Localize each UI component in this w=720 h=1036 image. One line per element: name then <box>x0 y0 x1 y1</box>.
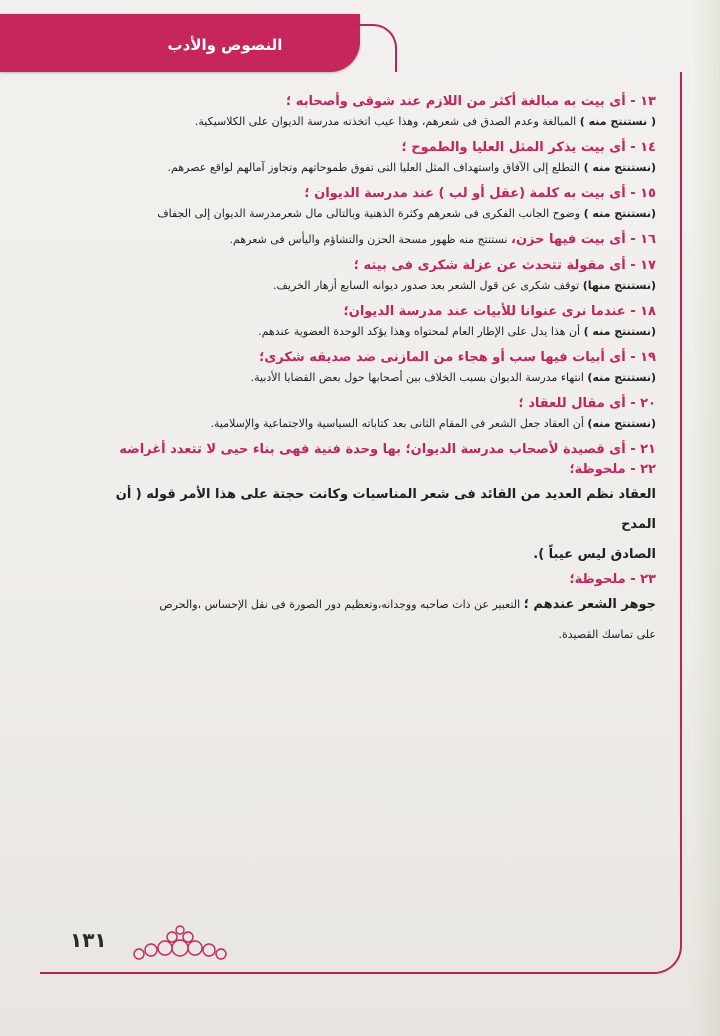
question-17: ١٧ - أى مقولة تتحدث عن عزلة شكرى فى بيته ؛ <box>353 258 656 273</box>
note-22-line1: العقاد نظم العديد من القائد فى شعر المناسبات وكانت حجتة على هذا الأمر قوله ( أن المدح <box>115 487 656 532</box>
question-18: ١٨ - عندما نرى عنوانا للأبيات عند مدرسة الديوان؛ <box>343 304 656 319</box>
ornament-icon <box>125 922 235 972</box>
question-13: ١٣ - أى بيت به مبالغة أكثر من اللازم عند شوقى وأصحابه ؛ <box>286 94 656 109</box>
note-22-line2: الصادق ليس عيباً ). <box>533 547 656 562</box>
answer-13: ( نستنتج منه ) المبالغة وعدم الصدق فى شعرهم، وهذا عيب اتخذته مدرسة الديوان على الكلاسيكية. <box>194 115 656 128</box>
note-23-title: ٢٣ - ملحوظة؛ <box>569 572 656 587</box>
page-edge-shadow <box>690 0 720 1036</box>
frame-curl <box>355 24 397 72</box>
answer-17: (نستنتج منها) توقف شكرى عن قول الشعر بعد صدور ديوانه السابع أزهار الخريف. <box>273 279 656 292</box>
question-15: ١٥ - أى بيت به كلمة (عقل أو لب ) عند مدرسة الديوان ؛ <box>304 186 656 201</box>
content <box>96 92 656 650</box>
answer-14: (نستنتج منه ) التطلع إلى الآفاق واستهداف المثل العليا التى تفوق طموحاتهم وتجاوز آمالهم لواقع عصرهم. <box>167 161 656 174</box>
answer-20: (نستنتج منه) أن العقاد جعل الشعر فى المقام الثانى بعد كتاباته السياسية والاجتماعية والإسلامية. <box>210 417 656 430</box>
page-number: ١٣١ <box>70 928 107 952</box>
page-title: النصوص والأدب <box>167 36 283 54</box>
note-23-line1: جوهر الشعر عندهم ؛ التعبير عن ذات صاحبه ووجدانه،وتعظيم دور الصورة فى نقل الإحساس ،والحرص <box>159 597 656 612</box>
answer-18: (نستنتج منه ) أن هذا يدل على الإطار العام لمحتواه وهذا يؤكد الوحدة العضوية عندهم. <box>258 325 656 338</box>
item-21: ٢١ - أى قصيدة لأصحاب مدرسة الديوان؛ بها وحدة فنية فهى بناء حيى لا تتعدد أغراضه <box>119 442 656 457</box>
question-14: ١٤ - أى بيت يذكر المثل العليا والطموح ؛ <box>401 140 656 155</box>
note-22-title: ٢٢ - ملحوظة؛ <box>569 462 656 477</box>
answer-15: (نستنتج منه ) وضوح الجانب الفكرى فى شعرهم وكثرة الذهنية وبالتالى مال شعرمدرسة الديوان إلى الجفاف <box>157 207 656 220</box>
answer-19: (نستنتج منه) انتهاء مدرسة الديوان بسبب الخلاف بين أصحابها حول بعض القضايا الأدبية. <box>250 371 656 384</box>
question-20: ٢٠ - أى مقال للعقاد ؛ <box>518 396 656 411</box>
question-19: ١٩ - أى أبيات فيها سب أو هجاء من المازنى ضد صديقه شكرى؛ <box>259 350 656 365</box>
item-16: ١٦ - أى بيت فيها حزن، نستنتج منه ظهور مسحة الحزن والتشاؤم واليأس فى شعرهم. <box>229 232 656 247</box>
note-23-line2: على تماسك القصيدة. <box>558 628 656 641</box>
